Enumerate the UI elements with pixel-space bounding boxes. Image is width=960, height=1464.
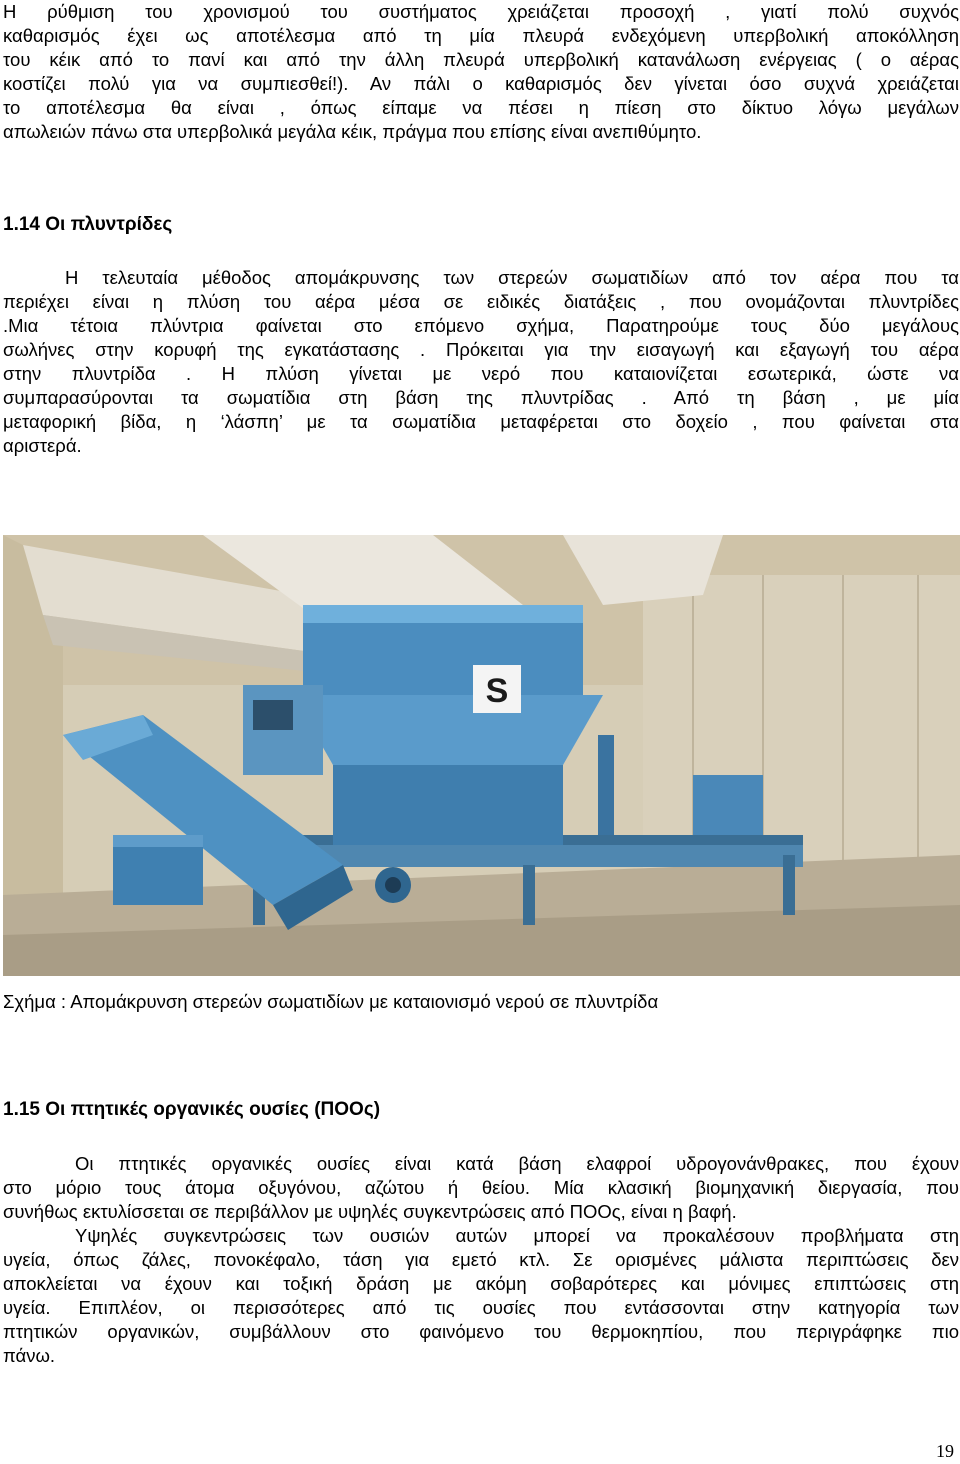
text-line: αριστερά. bbox=[3, 435, 82, 456]
text-line: στο μόριο τους άτομα οξυγόνου, αζώτου ή θείου. Μία κλασική βιομηχανική διεργασία, που bbox=[3, 1177, 959, 1198]
text-line: πάνω. bbox=[3, 1345, 56, 1366]
text-line: υγεία. Επιπλέον, οι περισσότερες από τις ουσίες που εντάσσονται στην κατηγορία των bbox=[3, 1297, 959, 1318]
text-line: Υψηλές συγκεντρώσεις των ουσιών αυτών μπορεί να προκαλέσουν προβλήματα στη bbox=[75, 1225, 959, 1246]
text-line: μεταφορική βίδα, η ‘λάσπη’ με τα σωματίδια μεταφέρεται στο δοχείο , που φαίνεται στα bbox=[3, 411, 959, 432]
text-line: συμπαρασύρονται τα σωματίδια στη βάση της πλυντρίδας . Από τη βάση , με μία bbox=[3, 387, 959, 408]
text-line: αποκλείεται να έχουν και τοξική δράση με ακόμη σοβαρότερες και μόνιμες επιπτώσεις στη bbox=[3, 1273, 959, 1294]
text-line: του κέικ από το πανί και από την άλλη πλευρά υπερβολική κατανάλωση ενέργειας ( ο αέρας bbox=[3, 49, 959, 70]
text-line: σωλήνες στην κορυφή της εγκατάστασης . Πρόκειται για την εισαγωγή και εξαγωγή του αέρα bbox=[3, 339, 959, 360]
manufacturer-logo: S bbox=[485, 672, 509, 710]
text-line: συνήθως εκτυλίσσεται σε περιβάλλον με υψηλές συγκεντρώσεις από ΠΟΟς, είναι η βαφή. bbox=[3, 1201, 737, 1222]
text-line: Η τελευταία μέθοδος απομάκρυνσης των στερεών σωματιδίων από τον αέρα που τα bbox=[65, 267, 959, 288]
section-heading: 1.14 Οι πλυντρίδες bbox=[3, 214, 173, 235]
scrubber-photo bbox=[3, 535, 960, 976]
text-line: καθαρισμός έχει ως αποτέλεσμα από τη μία πλευρά ενδεχόμενη υπερβολική αποκόλληση bbox=[3, 25, 959, 46]
page-number: 19 bbox=[936, 1441, 954, 1461]
text-line: περιέχει είναι η πλύση του αέρα μέσα σε ειδικές διατάξεις , που ονομάζονται πλυντρίδες bbox=[3, 291, 959, 312]
text-line: στην πλυντρίδα . Η πλύση γίνεται με νερό που καταιονίζεται εσωτερικά, ώστε να bbox=[3, 363, 959, 384]
text-line: .Μια τέτοια πλύντρια φαίνεται στο επόμενο σχήμα, Παρατηρούμε τους δύο μεγάλους bbox=[3, 315, 959, 336]
text-line: πτητικών οργανικών, συμβάλλουν στο φαινόμενο του θερμοκηπίου, που περιγράφηκε πιο bbox=[3, 1321, 959, 1342]
text-line: κοστίζει πολύ για να συμπιεσθεί!). Αν πάλι ο καθαρισμός δεν γίνεται όσο συχνά χρειάζεται bbox=[3, 73, 959, 94]
text-line: υγεία, όπως ζάλες, πονοκέφαλο, τάση για εμετό κτλ. Σε ορισμένες μάλιστα περιπτώσεις δεν bbox=[3, 1249, 959, 1270]
text-line: Η ρύθμιση του χρονισμού του συστήματος χρειάζεται προσοχή , γιατί πολύ συχνός bbox=[3, 1, 959, 22]
text-line: απωλειών πάνω στα υπερβολικά μεγάλα κέικ, πράγμα που επίσης είναι ανεπιθύμητο. bbox=[3, 121, 702, 142]
text-line: Οι πτητικές οργανικές ουσίες είναι κατά βάση ελαφροί υδρογονάνθρακες, που έχουν bbox=[75, 1153, 959, 1174]
figure-caption: Σχήμα : Απομάκρυνση στερεών σωματιδίων με καταιονισμό νερού σε πλυντρίδα bbox=[3, 991, 659, 1012]
section-heading: 1.15 Οι πτητικές οργανικές ουσίες (ΠΟΟς) bbox=[3, 1099, 381, 1120]
text-line: το αποτέλεσμα θα είναι , όπως είπαμε να πέσει η πίεση στο δίκτυο λόγω μεγάλων bbox=[3, 97, 959, 118]
